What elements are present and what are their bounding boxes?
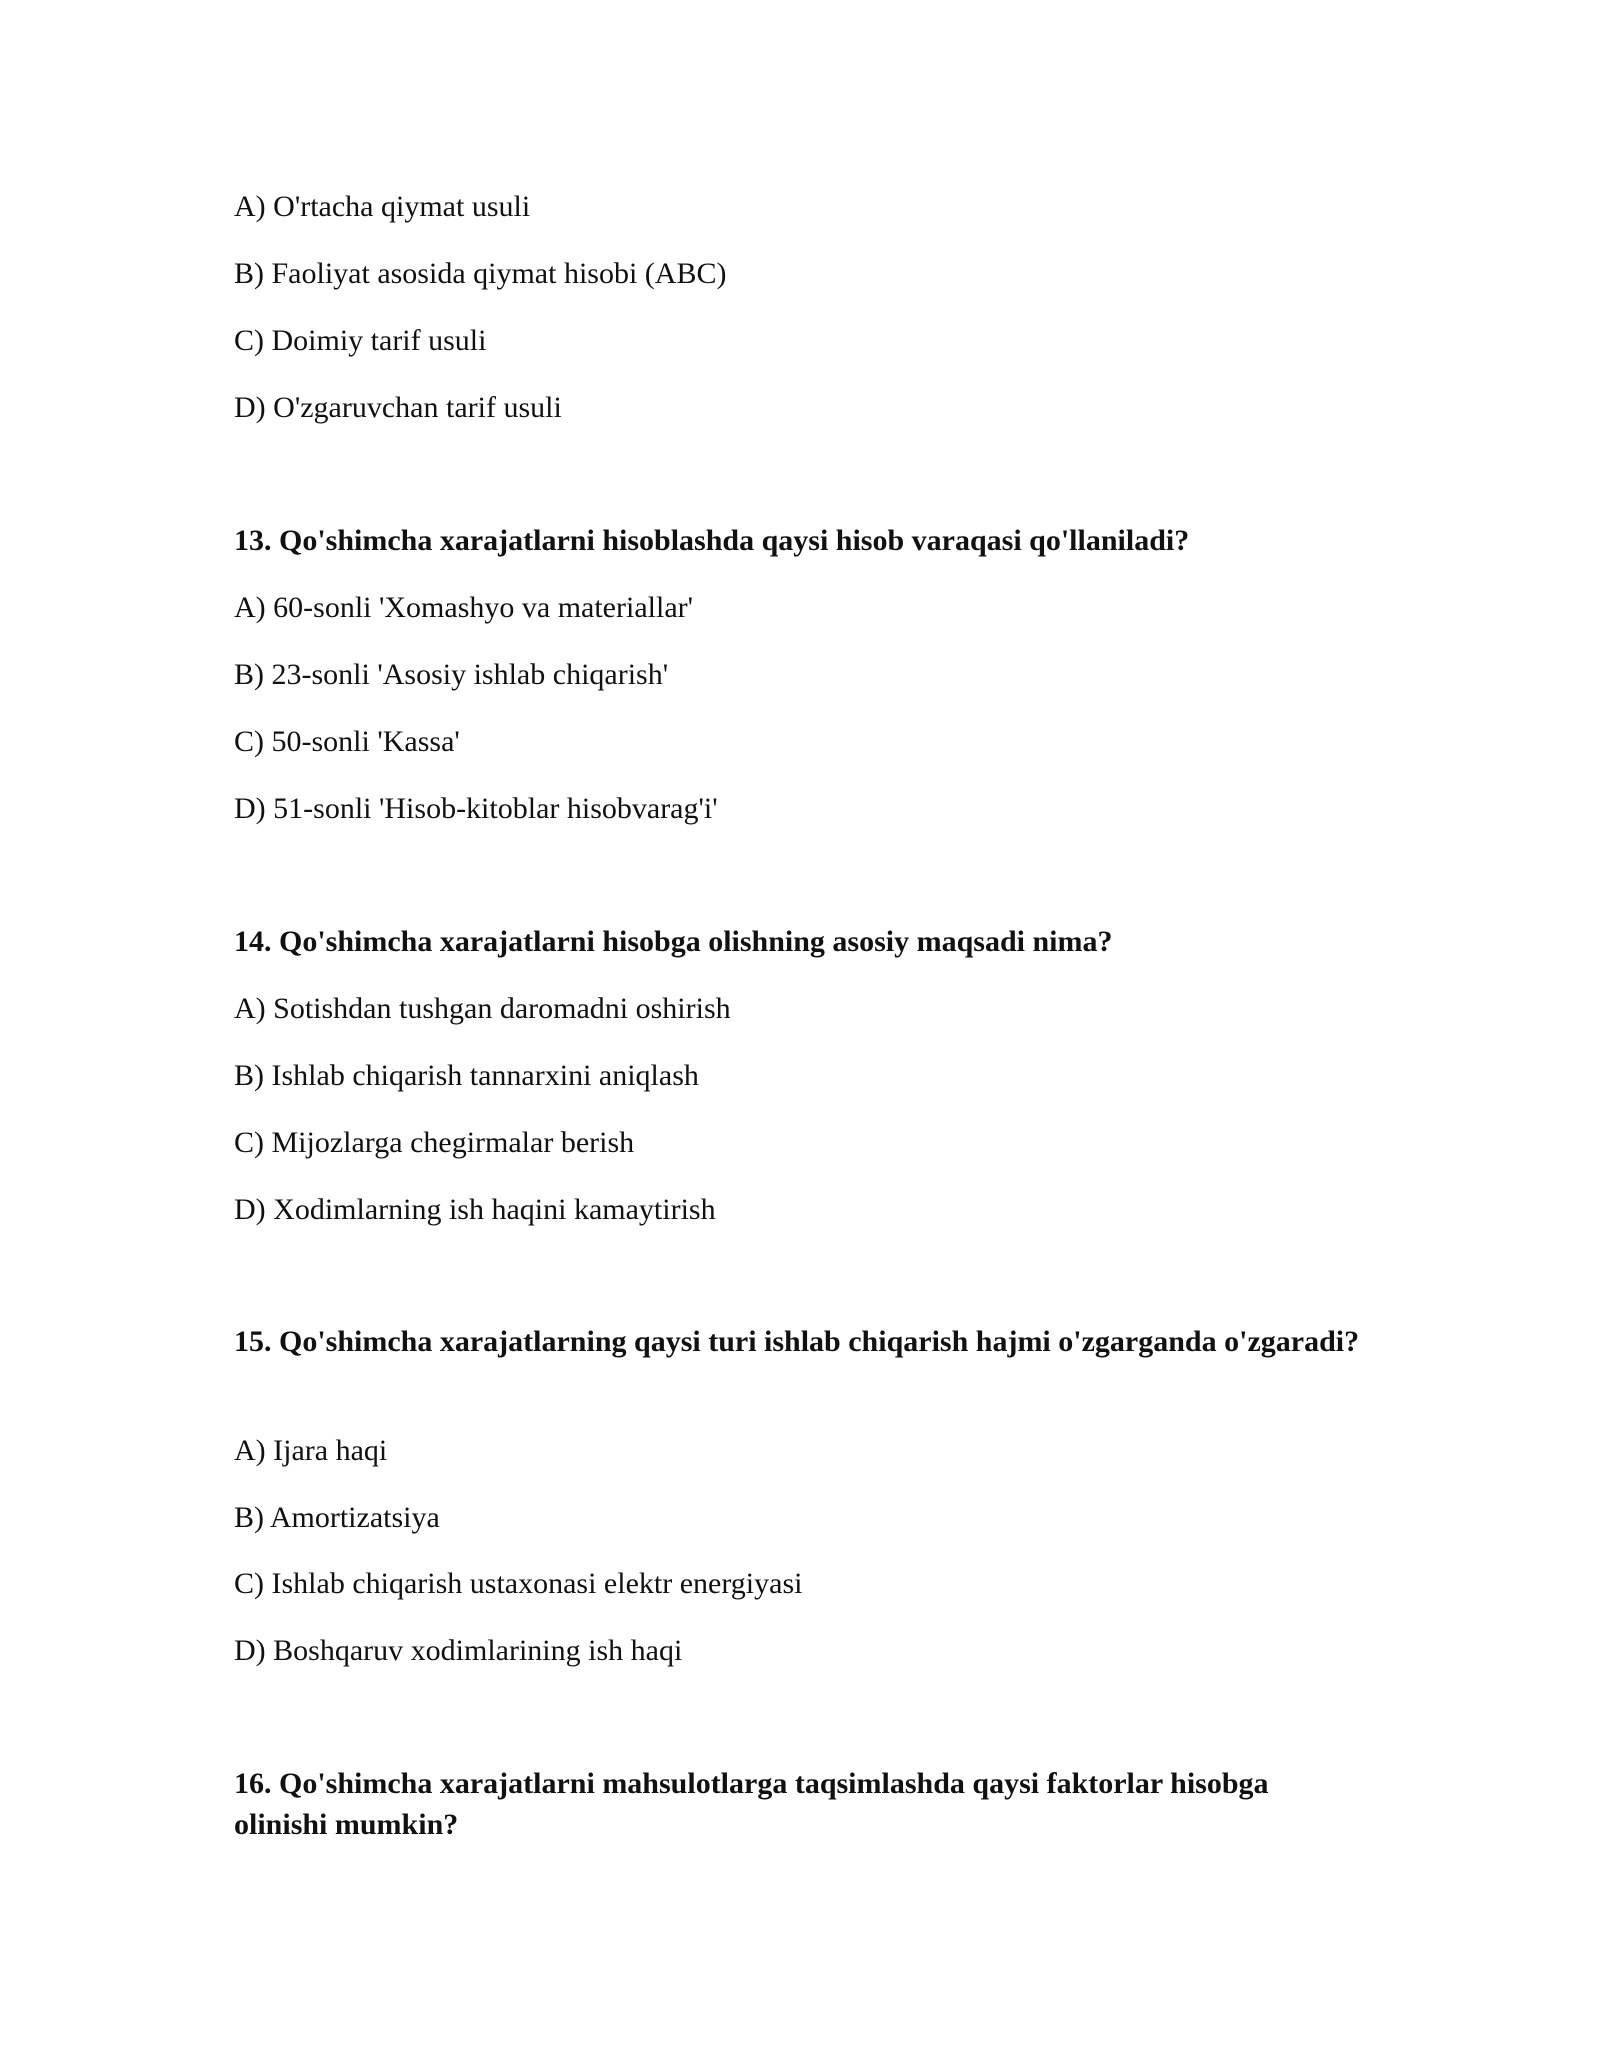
option-c: C) Mijozlarga chegirmalar berish: [234, 1126, 635, 1159]
question-14: 14. Qo'shimcha xarajatlarni hisobga olishning asosiy maqsadi nima?: [234, 925, 1113, 958]
option-b: B) Faoliyat asosida qiymat hisobi (ABC): [234, 257, 727, 290]
option-d: D) Boshqaruv xodimlarining ish haqi: [234, 1634, 683, 1667]
option-c: C) Ishlab chiqarish ustaxonasi elektr energiyasi: [234, 1567, 803, 1600]
option-a: A) O'rtacha qiymat usuli: [234, 190, 531, 223]
question-15: 15. Qo'shimcha xarajatlarning qaysi turi ishlab chiqarish hajmi o'zgarganda o'zgaradi?: [234, 1325, 1360, 1358]
option-b: B) Amortizatsiya: [234, 1501, 440, 1534]
option-a: A) Sotishdan tushgan daromadni oshirish: [234, 992, 731, 1025]
option-d: D) Xodimlarning ish haqini kamaytirish: [234, 1193, 716, 1226]
option-b: B) Ishlab chiqarish tannarxini aniqlash: [234, 1059, 699, 1092]
option-c: C) Doimiy tarif usuli: [234, 324, 487, 357]
option-c: C) 50-sonli 'Kassa': [234, 725, 460, 758]
question-13: 13. Qo'shimcha xarajatlarni hisoblashda qaysi hisob varaqasi qo'llaniladi?: [234, 524, 1190, 557]
option-a: A) Ijara haqi: [234, 1434, 388, 1467]
option-b: B) 23-sonli 'Asosiy ishlab chiqarish': [234, 658, 669, 691]
option-d: D) O'zgaruvchan tarif usuli: [234, 391, 562, 424]
option-a: A) 60-sonli 'Xomashyo va materiallar': [234, 591, 694, 624]
question-16: 16. Qo'shimcha xarajatlarni mahsulotlarga taqsimlashda qaysi faktorlar hisobga olinishi mumkin?: [234, 1767, 1269, 1841]
option-d: D) 51-sonli 'Hisob-kitoblar hisobvarag'i': [234, 792, 718, 825]
